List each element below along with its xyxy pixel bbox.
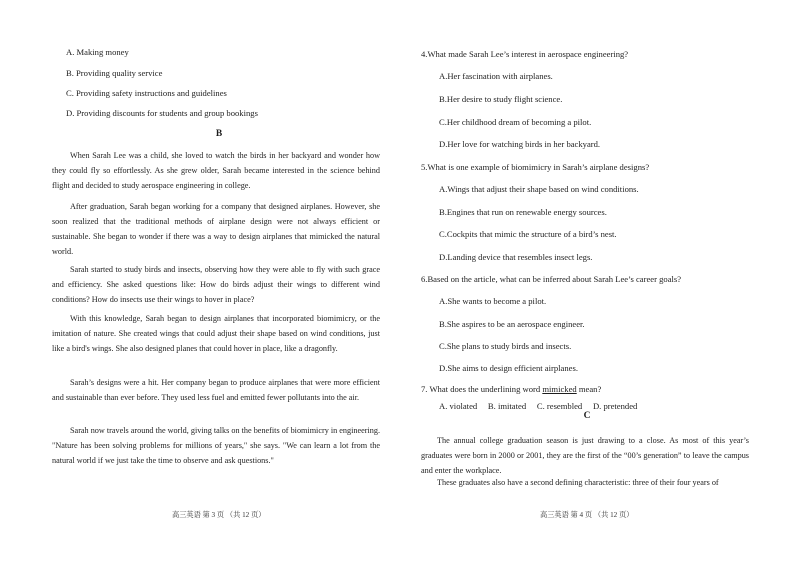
paragraph-1: When Sarah Lee was a child, she loved to watch the birds in her backyard and wonder how they could fly so effortlessly. As she grew older, Sarah became interested in the science behind flight and decided to study aerospace engineering in college. — [52, 151, 380, 190]
underlined-word: mimicked — [542, 384, 577, 394]
paragraph-5: Sarah’s designs were a hit. Her company began to produce airplanes that were more efficient and sustainable than ever before. They used less fuel and emitted fewer pollutants into the air. — [52, 378, 380, 402]
paragraph-2: After graduation, Sarah began working for a company that designed airplanes. However, she soon realized that the traditional methods of airplane design were not always efficient or sustainable. She began to wonder if there was a way to design airplanes that mimicked the natural world. — [52, 202, 380, 256]
question-5-option-b: B.Engines that run on renewable energy sources. — [439, 207, 607, 217]
option-b: B. Providing quality service — [66, 68, 163, 78]
paragraph-c-1: The annual college graduation season is just drawing to a close. As most of this year’s graduates were born in 2000 or 2001, they are the first of the “00’s generation” to leave the campus and enter the workplace. — [421, 436, 749, 475]
question-7-prefix: 7. What does the underlining word — [421, 384, 543, 394]
question-4-option-d: D.Her love for watching birds in her backyard. — [439, 139, 601, 149]
paragraph-c-2: These graduates also have a second defining characteristic: three of their four years of — [437, 478, 719, 487]
question-4-option-a: A.Her fascination with airplanes. — [439, 71, 553, 81]
question-5-stem: 5.What is one example of biomimicry in Sarah’s airplane designs? — [421, 162, 650, 172]
paragraph-4: With this knowledge, Sarah began to design airplanes that incorporated biomimicry, or the imitation of nature. She created wings that could adjust their shape based on wind conditions, just like a bird's wings. She also designed planes that could hover in place, like a dragonfly. — [52, 314, 380, 353]
page-footer: 高三英语 第 3 页 （共 12 页） — [172, 511, 266, 519]
question-5-option-d: D.Landing device that resembles insect legs. — [439, 252, 593, 262]
right-page — [397, 0, 794, 561]
question-6-option-a: A.She wants to become a pilot. — [439, 296, 547, 306]
question-6-option-c: C.She plans to study birds and insects. — [439, 341, 572, 351]
page-footer: 高三英语 第 4 页 （共 12 页） — [540, 511, 634, 519]
question-5-option-a: A.Wings that adjust their shape based on wind conditions. — [439, 184, 639, 194]
question-4-option-c: C.Her childhood dream of becoming a pilot. — [439, 117, 592, 127]
question-6-stem: 6.Based on the article, what can be inferred about Sarah Lee’s career goals? — [421, 274, 682, 284]
question-6-option-b: B.She aspires to be an aerospace engineer. — [439, 319, 585, 329]
question-5-option-c: C.Cockpits that mimic the structure of a bird’s nest. — [439, 229, 617, 239]
question-4-option-b: B.Her desire to study flight science. — [439, 94, 563, 104]
paragraph-3: Sarah started to study birds and insects, observing how they were able to fly with such grace and efficiency. She asked questions like: How do birds adjust their wings to different wind conditions? How do insects use their wings to hover in place? — [52, 265, 380, 304]
paragraph-6: Sarah now travels around the world, giving talks on the benefits of biomimicry in engineering. "Nature has been solving problems for millions of years," she says. "We can learn a lot from the natural world if we just take the time to observe and ask questions." — [52, 426, 380, 465]
question-7-suffix: mean? — [576, 384, 602, 394]
question-7-options: A. violated B. imitated C. resembled D. pretended — [439, 401, 638, 411]
question-6-option-d: D.She aims to design efficient airplanes. — [439, 363, 578, 373]
section-heading-b: B — [215, 129, 223, 139]
option-a: A. Making money — [66, 47, 129, 57]
option-d: D. Providing discounts for students and group bookings — [66, 108, 258, 118]
option-c: C. Providing safety instructions and guidelines — [66, 88, 227, 98]
question-7-stem — [421, 384, 601, 395]
question-4-stem: 4.What made Sarah Lee’s interest in aerospace engineering? — [421, 49, 629, 59]
section-heading-c: C — [583, 411, 591, 421]
